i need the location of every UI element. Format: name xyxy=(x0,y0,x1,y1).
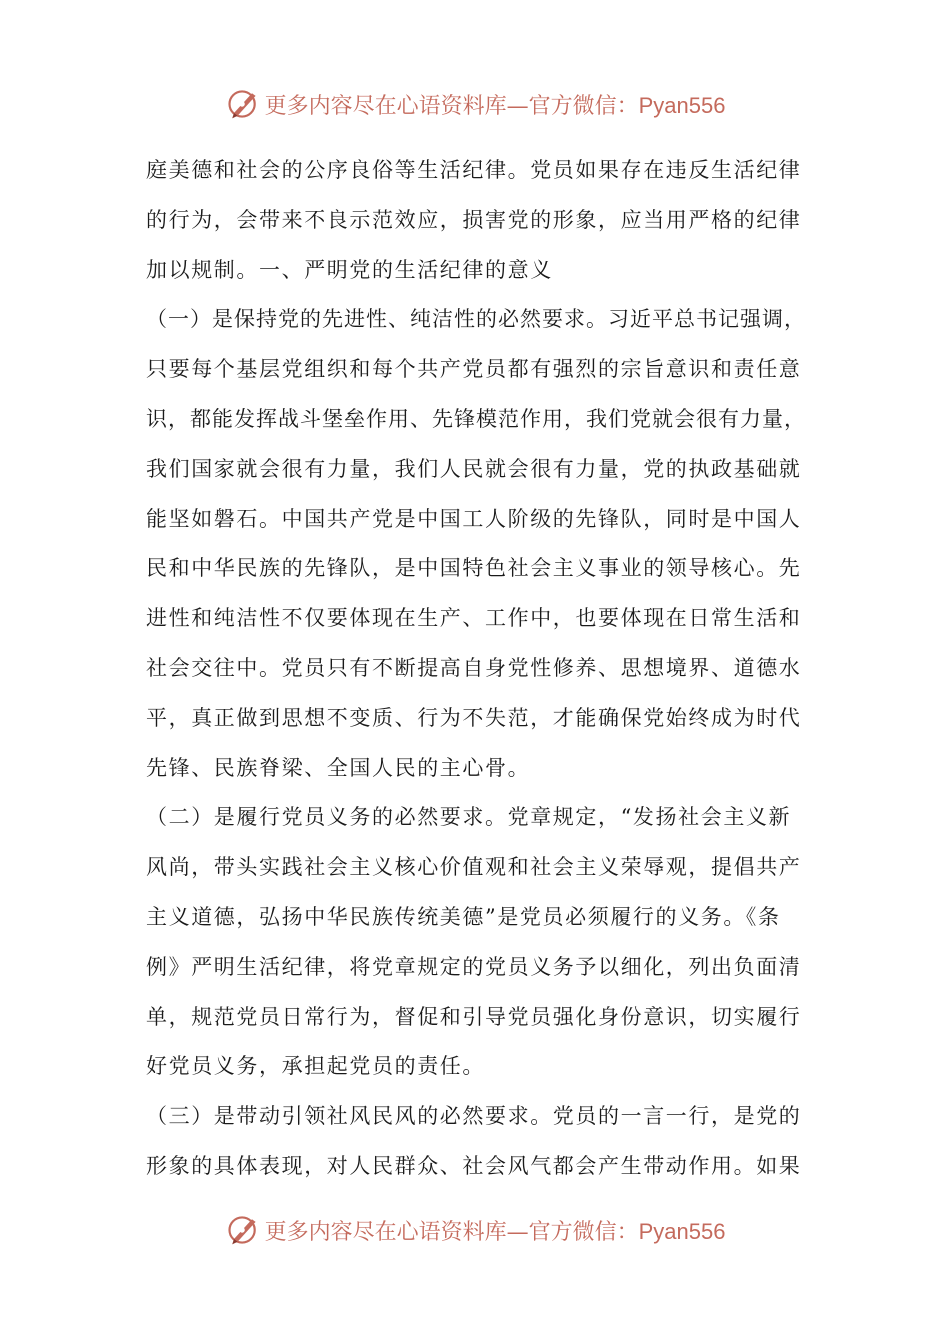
body-text-line: （二）是履行党员义务的必然要求。党章规定，“发扬社会主义新 xyxy=(146,805,792,830)
pen-logo-icon xyxy=(225,86,261,122)
body-text-line: 识，都能发挥战斗堡垒作用、先锋模范作用，我们党就会很有力量， xyxy=(146,406,806,431)
body-text-line: 平，真正做到思想不变质、行为不失范，才能确保党始终成为时代 xyxy=(146,705,802,730)
body-text-line: 的行为，会带来不良示范效应，损害党的形象，应当用严格的纪律 xyxy=(146,207,802,232)
body-text-line: （三）是带动引领社风民风的必然要求。党员的一言一行，是党的 xyxy=(146,1104,802,1129)
body-text-line: 好党员义务，承担起党员的责任。 xyxy=(146,1054,485,1079)
body-text-line: 形象的具体表现，对人民群众、社会风气都会产生带动作用。如果 xyxy=(146,1153,802,1178)
body-text-line: 单，规范党员日常行为，督促和引导党员强化身份意识，切实履行 xyxy=(146,1004,802,1029)
body-text-line: 主义道德，弘扬中华民族传统美德”是党员必须履行的义务。《条 xyxy=(146,904,781,929)
body-text-line: 例》严明生活纪律，将党章规定的党员义务予以细化，列出负面清 xyxy=(146,954,802,979)
body-text-line: 民和中华民族的先锋队，是中国特色社会主义事业的领导核心。先 xyxy=(146,556,802,581)
body-text-line: （一）是保持党的先进性、纯洁性的必然要求。习近平总书记强调， xyxy=(146,307,806,332)
body-text-line: 先锋、民族脊梁、全国人民的主心骨。 xyxy=(146,755,531,780)
footer-banner xyxy=(0,1210,950,1250)
header-banner xyxy=(0,84,950,124)
body-text-line: 只要每个基层党组织和每个共产党员都有强烈的宗旨意识和责任意 xyxy=(146,357,802,382)
body-text-line: 社会交往中。党员只有不断提高自身党性修养、思想境界、道德水 xyxy=(146,655,802,680)
body-text-line: 我们国家就会很有力量，我们人民就会很有力量，党的执政基础就 xyxy=(146,456,802,481)
body-text-line: 加以规制。一、严明党的生活纪律的意义 xyxy=(146,257,553,282)
pen-logo-icon xyxy=(225,1212,261,1248)
footer-banner-text: 更多内容尽在心语资料库—官方微信：Pyan556 xyxy=(264,1218,726,1245)
header-banner-text: 更多内容尽在心语资料库—官方微信：Pyan556 xyxy=(264,92,726,119)
document-body xyxy=(146,146,811,1192)
body-text-line: 风尚，带头实践社会主义核心价值观和社会主义荣辱观，提倡共产 xyxy=(146,855,802,880)
body-text-line: 庭美德和社会的公序良俗等生活纪律。党员如果存在违反生活纪律 xyxy=(146,158,802,182)
body-text-line: 进性和纯洁性不仅要体现在生产、工作中，也要体现在日常生活和 xyxy=(146,606,802,631)
body-text-line: 能坚如磐石。中国共产党是中国工人阶级的先锋队，同时是中国人 xyxy=(146,506,802,531)
